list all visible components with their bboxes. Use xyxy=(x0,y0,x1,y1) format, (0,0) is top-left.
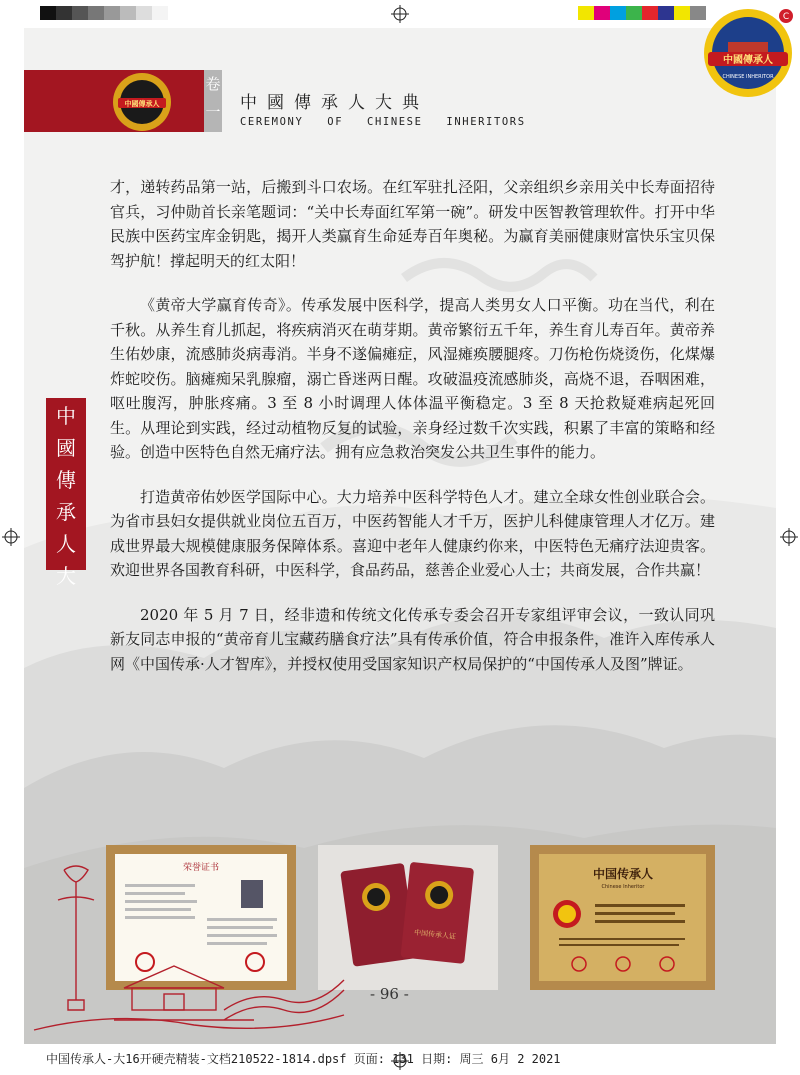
emblem-sub-text: CHINESE INHERITOR xyxy=(722,74,774,80)
article-body xyxy=(110,175,715,696)
paragraph: 《黄帝大学赢育传奇》。传承发展中医科学，提高人类男女人口平衡。功在当代，利在千秋。从养生育儿抓起，将疾病消灭在萌芽期。黄帝繁衍五千年，养生育儿寿百年。黄帝养生佑妙康，流感肺炎病毒消。半身不遂偏瘫症，风湿瘫痪腰腿疼。刀伤枪伤烧烫伤，化煤爆炸蛇咬伤。脑瘫痴呆乳腺瘤，溺亡昏迷两日醒。攻破温疫流感肺炎，高烧不退，吞咽困难，呕吐腹泻，肿胀疼痛。3 至 8 小时调理人体体温平衡稳定。3 至 8 天抢救疑难病起死回生。从理论到实践，经过动植物反复的试验，亲身经过数千次实践，积累了丰富的策略和经验。创造中医特色自然无痛疗法。拥有应急救治突发公共卫生事件的能力。 xyxy=(110,296,715,461)
registration-color-strip xyxy=(578,6,706,20)
page-title-en: CEREMONY OF CHINESE INHERITORS xyxy=(240,116,526,128)
inheritor-badge-logo xyxy=(112,72,172,132)
inheritor-plaque-photo xyxy=(530,845,715,990)
red-landmark-illustration xyxy=(24,860,354,1044)
certificate-title: 荣誉证书 xyxy=(182,863,220,873)
paragraph: 2020 年 5 月 7 日，经非遗和传统文化传承专委会召开专家组评审会议，一致认同巩新友同志申报的“黄帝育儿宝藏药膳食疗法”具有传承价值，符合申报条件，准许入库传承人网《中国传承·人才智库》，并授权使用受国家知识产权局保护的“中国传承人及图”牌证。 xyxy=(110,605,715,673)
booklet-title: 中国传承人证 xyxy=(413,928,457,941)
plaque-title: 中国传承人 xyxy=(592,867,654,881)
crosshair-icon xyxy=(391,5,409,23)
crosshair-icon xyxy=(780,528,798,546)
crosshair-icon xyxy=(2,528,20,546)
plaque-subtitle: Chinese Inheritor xyxy=(601,884,645,890)
svg-text:中國傳承人: 中國傳承人 xyxy=(124,100,160,108)
side-tab-book-title: 中 國 傳 承 人 大 xyxy=(46,398,86,570)
paragraph: 打造黄帝佑妙医学国际中心。大力培养中医科学特色人才。建立全球女性创业联合会。为省市县妇女提供就业岗位五百万，中医药智能人才千万，医护儿科健康管理人才亿万。建成世界最大规模健康服务保障体系。喜迎中老年人健康约你来，中医特色无痛疗法迎贵客。欢迎世界各国教育科研，中医科学，食品药品，慈善企业爱心人士；共商发展，合作共赢！ xyxy=(110,487,715,579)
inheritor-emblem xyxy=(703,8,793,98)
paragraph: 才，递转药品第一站，后搬到斗口农场。在红军驻扎泾阳，父亲组织乡亲用关中长寿面招待官兵，习仲勋首长亲笔题词：“关中长寿面红军第一碗”。研发中医智教管理软件。打开中华民族中医药宝库金钥匙，揭开人类赢育生命延寿百年奥秘。为赢育美丽健康财富快乐宝贝保驾护航！撑起明天的红太阳！ xyxy=(110,178,715,270)
emblem-main-text: 中國傳承人 xyxy=(723,55,773,66)
page-title-cn: 中國傳承人大典 xyxy=(240,93,429,113)
registration-gray-strip xyxy=(40,6,168,20)
volume-tab: 卷 一 xyxy=(204,70,222,132)
emblem-c-mark: C xyxy=(782,12,790,22)
print-footer: 中国传承人-大16开硬壳精装-文档210522-1814.dpsf 页面: 131 日期: 周三 6月 2 2021 xyxy=(46,1052,561,1066)
page-number: - 96 - xyxy=(370,985,409,1003)
